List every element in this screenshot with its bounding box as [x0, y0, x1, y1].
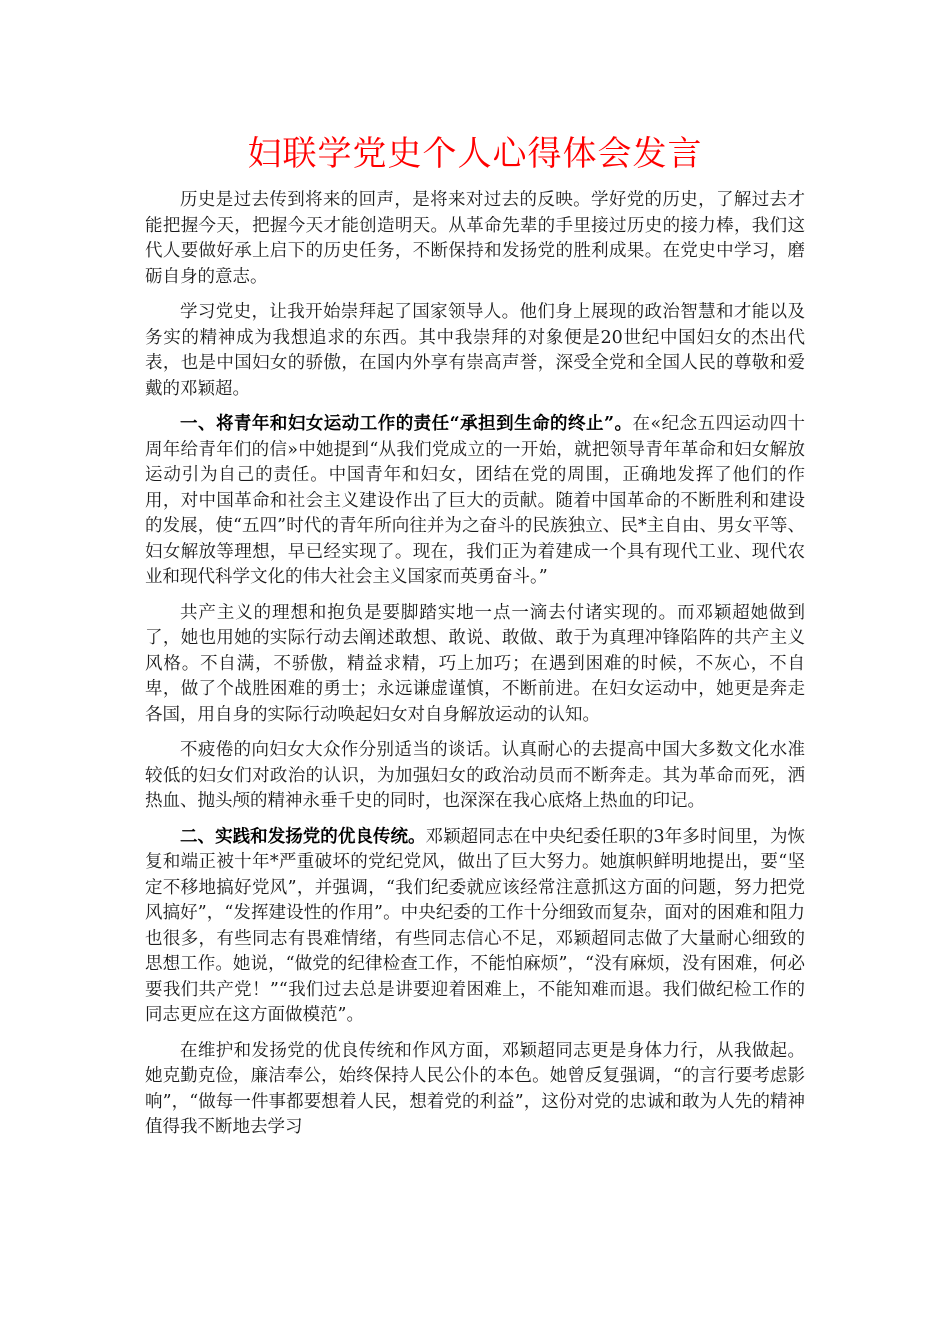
section-heading-one: 一、将青年和妇女运动工作的责任“承担到生命的终止”。: [180, 414, 633, 434]
paragraph-7: [145, 1039, 805, 1141]
paragraph-4: [145, 601, 805, 729]
paragraph-text: 不疲倦的向妇女大众作分别适当的谈话。认真耐心的去提高中国大多数文化水准较低的妇女们对政治的认识，为加强妇女的政治动员而不断奔走。其为革命而死，洒热血、抛头颅的精神永垂千史的同时，也深深在我心底烙上热血的印记。: [145, 740, 805, 811]
paragraph-text: 历史是过去传到将来的回声，是将来对过去的反映。学好党的历史，了解过去才能把握今天，把握今天才能创造明天。从革命先辈的手里接过历史的接力棒，我们这代人要做好承上启下的历史任务，不断保持和发扬党的胜利成果。在党史中学习，磨砺自身的意志。: [145, 190, 805, 287]
paragraph-text: 邓颖超同志在中央纪委任职的3年多时间里，为恢复和端正被十年*严重破坏的党纪党风，做出了巨大努力。她旗帜鲜明地提出，要“坚定不移地搞好党风”，并强调，“我们纪委就应该经常注意抓这方面的问题，努力把党风搞好”，“发挥建设性的作用”。中央纪委的工作十分细致而复杂，面对的困难和阻力也很多，有些同志有畏难情绪，有些同志信心不足，邓颖超同志做了大量耐心细致的思想工作。她说，“做党的纪律检查工作，不能怕麻烦”，“没有麻烦，没有困难，何必要我们共产党！”“我们过去总是讲要迎着困难上，不能知难而退。我们做纪检工作的同志更应在这方面做模范”。: [145, 826, 805, 1025]
paragraph-6-section-two: [145, 825, 805, 1029]
document-body: [145, 188, 805, 1151]
paragraph-text: 在«纪念五四运动四十周年给青年们的信»中她提到“从我们党成立的一开始，就把领导青年革命和妇女解放运动引为自己的责任。中国青年和妇女，团结在党的周围，正确地发挥了他们的作用，对中国革命和社会主义建设作出了巨大的贡献。随着中国革命的不断胜利和建设的发展，使“五四”时代的青年所向往并为之奋斗的民族独立、民*主自由、男女平等、妇女解放等理想，早已经实现了。现在，我们正为着建成一个具有现代工业、现代农业和现代科学文化的伟大社会主义国家而英勇奋斗。”: [145, 414, 805, 587]
paragraph-1: [145, 188, 805, 290]
paragraph-text: 共产主义的理想和抱负是要脚踏实地一点一滴去付诸实现的。而邓颖超她做到了，她也用她的实际行动去阐述敢想、敢说、敢做、敢于为真理冲锋陷阵的共产主义风格。不自满，不骄傲，精益求精，巧上加巧；在遇到困难的时候，不灰心，不自卑，做了个战胜困难的勇士；永远谦虚谨慎，不断前进。在妇女运动中，她更是奔走各国，用自身的实际行动唤起妇女对自身解放运动的认知。: [145, 602, 805, 725]
section-heading-two: 二、实践和发扬党的优良传统。: [180, 826, 426, 847]
paragraph-2: [145, 300, 805, 402]
document-title: 妇联学党史个人心得体会发言: [247, 134, 703, 174]
paragraph-5: [145, 738, 805, 815]
paragraph-text: 在维护和发扬党的优良传统和作风方面，邓颖超同志更是身体力行，从我做起。她克勤克俭，廉洁奉公，始终保持人民公仆的本色。她曾反复强调，“的言行要考虑影响”，“做每一件事都要想着人民，想着党的利益”，这份对党的忠诚和敢为人先的精神值得我不断地去学习: [145, 1040, 805, 1137]
paragraph-text: 学习党史，让我开始崇拜起了国家领导人。他们身上展现的政治智慧和才能以及务实的精神成为我想追求的东西。其中我崇拜的对象便是20世纪中国妇女的杰出代表，也是中国妇女的骄傲，在国内外享有崇高声誉，深受全党和全国人民的尊敬和爱戴的邓颖超。: [145, 302, 805, 399]
paragraph-3-section-one: [145, 412, 805, 591]
